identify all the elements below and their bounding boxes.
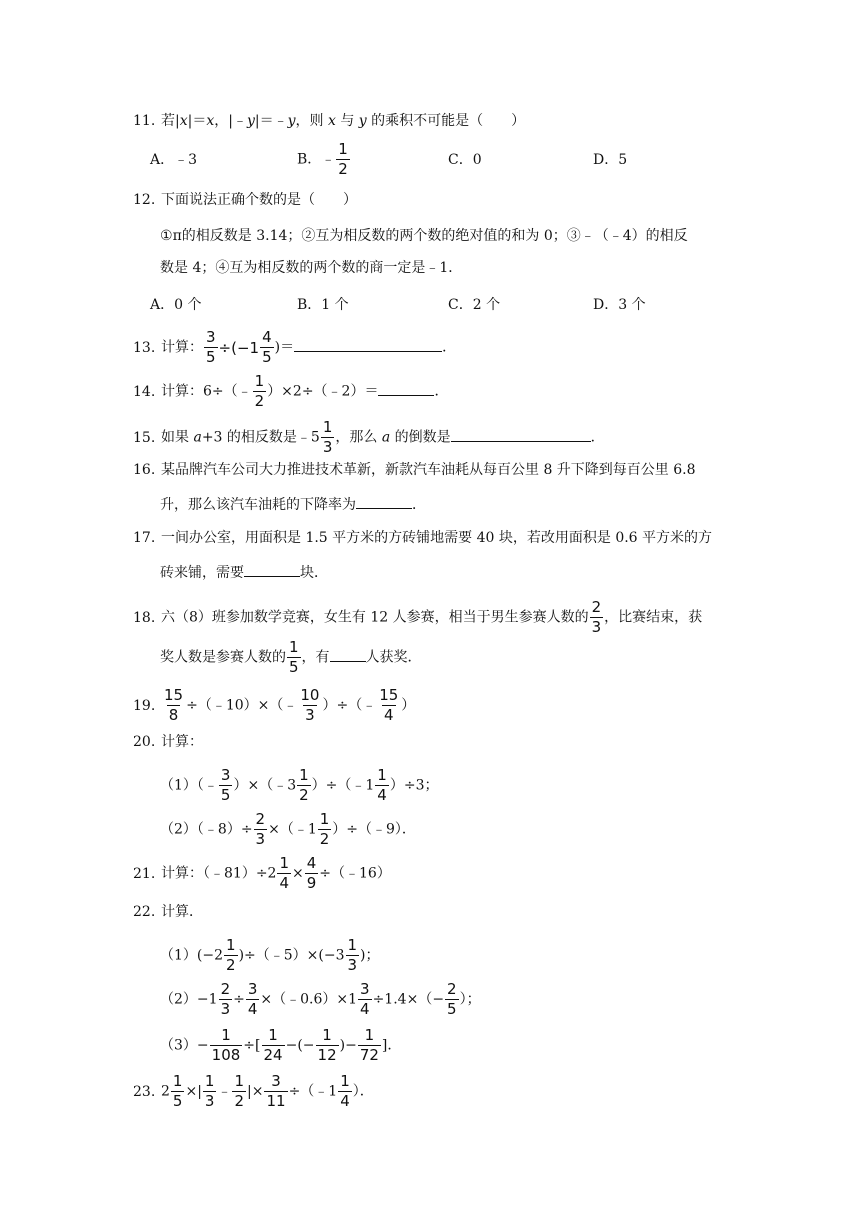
question-19: 19. $\frac{15}{8}$ ÷（﹣10）×（﹣ $\frac{10}{3}$ ）÷（﹣ $\frac{15}{4}$ ）: [133, 686, 416, 724]
question-11-option-c: C．0: [448, 152, 482, 168]
question-15: 15. 如果 a+3 的相反数是﹣5 $\frac{1}{3}$ ，那么 a 的倒数是 ．: [133, 418, 605, 456]
answer-blank[interactable]: [330, 647, 366, 662]
question-17-line-1: 17. 一间办公室，用面积是 1.5 平方米的方砖铺地需要 40 块，若改用面积是 0.6 平方米的方: [133, 530, 713, 546]
question-12-statements-line-1: [160, 226, 688, 246]
circled-number-4: ④: [215, 260, 230, 276]
question-17-line-2: 砖来铺，需要 块．: [160, 562, 328, 583]
question-11-option-d: D．5: [593, 152, 628, 168]
answer-blank[interactable]: [451, 427, 591, 442]
question-13: 13. 计算： $\frac{3}{5}$ ÷(−1 $\frac{4}{5}$ )＝ ．: [133, 328, 457, 366]
question-20-part-1: （1）（﹣ $\frac{3}{5}$ ）×（﹣3 $\frac{1}{2}$ ）÷（﹣1 $\frac{1}{4}$ ）÷3；: [160, 766, 439, 804]
statement-3: ﹣（﹣4）的相反: [580, 228, 688, 244]
question-14: 14. 计算：6÷（﹣ $\frac{1}{2}$ ）×2÷（﹣2）＝ ．: [133, 372, 449, 410]
question-23: 23. 2 $\frac{1}{5}$ ×| $\frac{1}{3}$ ﹣ $\frac{1}{2}$ |× $\frac{3}{11}$ ÷（﹣1 $\frac{1}{4}$ ）．: [133, 1072, 374, 1110]
question-22-part-2: （2）−1 $\frac{2}{3}$ ÷ $\frac{3}{4}$ ×（﹣0.6）×1 $\frac{3}{4}$ ÷1.4×（− $\frac{2}{5}$ ）；: [160, 980, 481, 1018]
question-11-option-a: A．﹣3: [150, 152, 198, 168]
answer-blank[interactable]: [356, 494, 412, 509]
question-16-line-1: 16. 某品牌汽车公司大力推进技术革新，新款汽车油耗从每百公里 8 升下降到每百公里 6.8: [133, 462, 696, 478]
question-12-option-a: A．0 个: [150, 297, 202, 313]
answer-blank[interactable]: [294, 337, 442, 352]
question-12-option-d: D．3 个: [593, 297, 646, 313]
question-22-part-3: （3）− $\frac{1}{108}$ ÷[ $\frac{1}{24}$ −(− $\frac{1}{12}$ )− $\frac{1}{72}$ ]．: [160, 1026, 402, 1064]
question-18-line-1: 18. 六（8）班参加数学竞赛，女生有 12 人参赛，相当于男生参赛人数的 $\frac{2}{3}$ ，比赛结束，获: [133, 598, 703, 636]
question-12-statements-line-2: 数是 4；④互为相反数的两个数的商一定是﹣1．: [160, 260, 463, 276]
statement-2: 互为相反数的两个数的绝对值的和为 0；: [315, 228, 567, 244]
answer-blank[interactable]: [244, 562, 300, 577]
question-16-line-2: 升，那么该汽车油耗的下降率为 ．: [160, 494, 426, 515]
circled-number-2: ②: [301, 228, 316, 244]
statement-1: π的相反数是 3.14；: [172, 228, 302, 244]
question-22-part-1: （1）(−2 $\frac{1}{2}$ )÷（﹣5）×(−3 $\frac{1}{3}$ )；: [160, 936, 380, 974]
question-22-stem: 22. 计算．: [133, 904, 203, 920]
question-11-option-b: B．﹣ $\frac{1}{2}$: [297, 140, 348, 178]
circled-number-3: ③: [566, 228, 581, 244]
question-12-stem: 12. 下面说法正确个数的是（ ）: [133, 192, 357, 208]
question-12-option-b: B．1 个: [297, 297, 349, 313]
question-12-option-c: C．2 个: [448, 297, 501, 313]
question-20-stem: 20. 计算：: [133, 734, 203, 750]
statement-4: 互为相反数的两个数的商一定是﹣1．: [229, 260, 463, 276]
question-11-stem: 11. 若|x|＝x，|﹣y|＝﹣y，则 x 与 y 的乘积不可能是（ ）: [133, 113, 526, 129]
answer-blank[interactable]: [378, 381, 434, 396]
circled-number-1: ①: [160, 228, 173, 244]
question-20-part-2: （2）（﹣8）÷ $\frac{2}{3}$ ×（﹣1 $\frac{1}{2}$ ）÷（﹣9）．: [160, 810, 416, 848]
question-18-line-2: 奖人数是参赛人数的 $\frac{1}{5}$ ，有 人获奖．: [160, 638, 422, 676]
question-21: 21. 计算：（﹣81）÷2 $\frac{1}{4}$ × $\frac{4}{9}$ ÷（﹣16）: [133, 854, 391, 892]
